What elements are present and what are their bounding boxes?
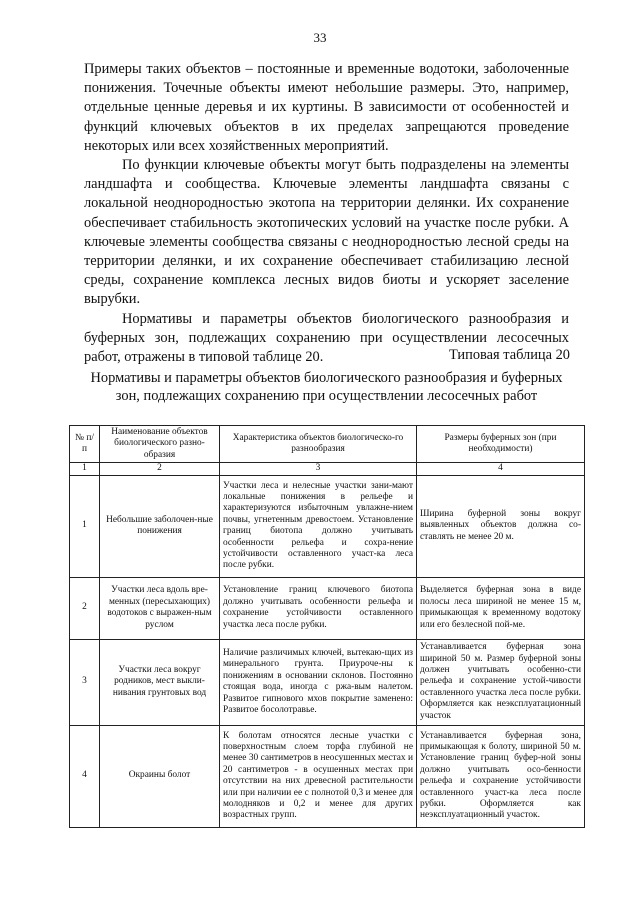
object-name: Окраины болот xyxy=(100,725,220,827)
paragraph: Примеры таких объектов – постоянные и временные водотоки, заболоченные понижения. Точечные объекты имеют небольшие размеры. Это, например, отдельные ценные деревья и их куртины. В зависимости от особенностей и функций ключевых объектов в их пределах запрещаются проведение некоторых или всех хозяйственных мероприятий. xyxy=(84,61,569,154)
body-text xyxy=(84,60,569,367)
table-row xyxy=(70,475,585,577)
row-number: 3 xyxy=(70,639,100,725)
column-number: 2 xyxy=(100,463,220,475)
row-number: 4 xyxy=(70,725,100,827)
column-number: 1 xyxy=(70,463,100,475)
object-name: Небольшие заболочен-ные понижения xyxy=(100,475,220,577)
object-characteristic: Участки леса и нелесные участки зани-мают локальные понижения в рельефе и характеризуются избыточным увлажне-нием почвы, угнетенным древостоем. Установление границ биотопа должно учитывать особенности рельефа и сохра-нение устойчивости оставленного участ-ка леса после рубки. xyxy=(220,475,417,577)
table-title: Нормативы и параметры объектов биологического разнообразия и буферных зон, подлежащих сохранению при осуществлении лесосечных работ xyxy=(90,370,563,404)
buffer-size: Устанавливается буферная зона шириной 50 м. Размер буферной зоны должен учитывать особенно-сти рельефа и сохранение устой-чивости оставленного участка леса после рубки. Оформляется как неэксплуатационный участок xyxy=(417,639,585,725)
paragraph: Нормативы и параметры объектов биологического разнообразия и буферных зон, подлежащих сохранению при осуществлении лесосечных работ, отражены в типовой таблице 20. xyxy=(84,310,569,366)
row-number: 2 xyxy=(70,577,100,639)
header-object-name: Наименование объектов биологического разно-образия xyxy=(100,426,220,463)
buffer-size: Ширина буферной зоны вокруг выявленных объектов должна со-ставлять не менее 20 м. xyxy=(417,475,585,577)
page-number: 33 xyxy=(313,30,327,45)
paragraph: По функции ключевые объекты могут быть подразделены на элементы ландшафта и сообщества. Ключевые элементы ландшафта связаны с локальной неоднородностью экотопа на территории делянки. Их сохранение обеспечивает стабильность экотопических условий на участке после рубки. А ключевые элементы сообщества связаны с неоднородностью лесной среды на территории делянки, и их сохранение обеспечивает стабилизацию лесной среды, сохранение комплекса лесных видов биоты и ускоряет заселение вырубки. xyxy=(84,157,569,308)
buffer-size: Устанавливается буферная зона, примыкающая к болоту, шириной 50 м. Установление границ буфер-ной зоны должно учитывать осо-бенности рельефа и сохранение устойчивости оставленного участ-ка леса после рубки. Оформляется как неэксплуатационный участок. xyxy=(417,725,585,827)
object-name: Участки леса вдоль вре-менных (пересыхающих) водотоков с выражен-ным руслом xyxy=(100,577,220,639)
row-number: 1 xyxy=(70,475,100,577)
object-characteristic: Наличие различимых ключей, вытекаю-щих из минерального грунта. Приуроче-ны к понижениям в основании склонов. Постоянно стоящая вода, иногда с ржа-вым налетом. Развитое гипнового мхов покрытие заменено: Развитое босолотравье. xyxy=(220,639,417,725)
norms-table xyxy=(69,425,585,828)
table-row xyxy=(70,639,585,725)
object-characteristic: Установление границ ключевого биотопа должно учитывать особенности рельефа и сохранение устойчивости оставленного участка леса после рубки. xyxy=(220,577,417,639)
table-row xyxy=(70,577,585,639)
table-label: Типовая таблица 20 xyxy=(448,347,570,363)
header-number: № п/п xyxy=(70,426,100,463)
column-number: 3 xyxy=(220,463,417,475)
table-header-row xyxy=(70,426,585,463)
column-number: 4 xyxy=(417,463,585,475)
object-characteristic: К болотам относятся лесные участки с поверхностным слоем торфа глубиной не менее 30 сантиметров в неосушенных местах и 20 сантиметров - в осушенных местах при отсутствии на них древесной растительности или при наличии ее с полнотой 0,3 и менее для молодняков и 0,2 и менее для других возрастных групп. xyxy=(220,725,417,827)
header-buffer-size: Размеры буферных зон (при необходимости) xyxy=(417,426,585,463)
buffer-size: Выделяется буферная зона в виде полосы леса шириной не менее 15 м, примыкающая к временному водотоку или его безлесной пой-ме. xyxy=(417,577,585,639)
column-number-row xyxy=(70,463,585,475)
table-row xyxy=(70,725,585,827)
header-characteristic: Характеристика объектов биологическо-го разнообразия xyxy=(220,426,417,463)
object-name: Участки леса вокруг родников, мест выкли-нивания грунтовых вод xyxy=(100,639,220,725)
